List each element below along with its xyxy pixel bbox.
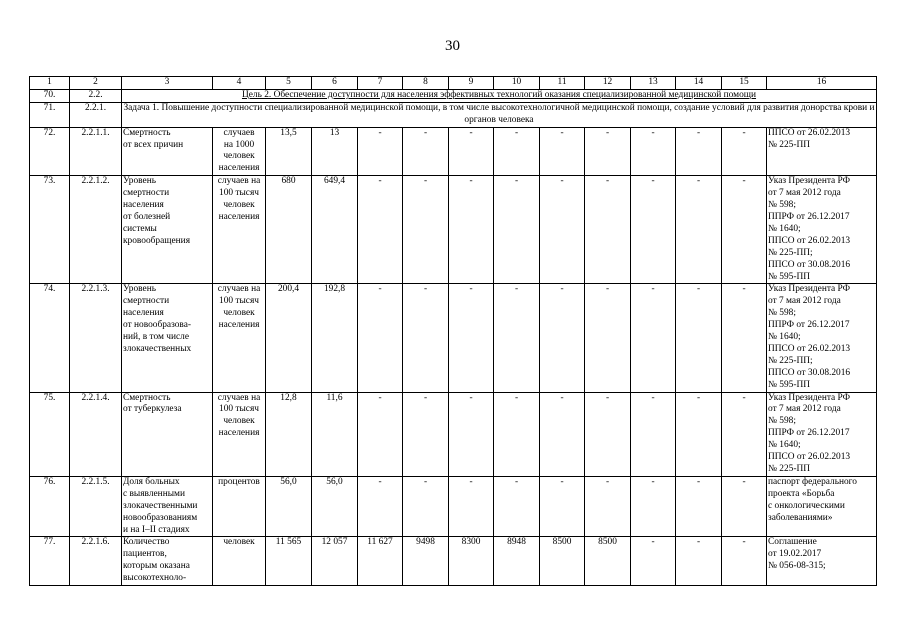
value-cell: 200,4 xyxy=(266,284,312,392)
unit-of-measure: процентов xyxy=(213,476,266,537)
row-number: 73. xyxy=(30,176,70,284)
legal-source: Указ Президента РФ от 7 мая 2012 года № 598; ППРФ от 26.12.2017 № 1640; ППСО от 26.02.2013 № 225-ПП; ППСО от 30.08.2016 № 595-ПП xyxy=(767,284,877,392)
value-cell: - xyxy=(494,476,540,537)
value-cell: - xyxy=(403,176,449,284)
unit-of-measure: случаев на 1000 человек населения xyxy=(213,127,266,176)
value-cell: - xyxy=(676,284,722,392)
legal-source: Указ Президента РФ от 7 мая 2012 года № 598; ППРФ от 26.12.2017 № 1640; ППСО от 26.02.2013 № 225-ПП; ППСО от 30.08.2016 № 595-ПП xyxy=(767,176,877,284)
value-cell: - xyxy=(585,392,631,476)
value-cell: 8500 xyxy=(540,537,585,586)
value-cell: - xyxy=(676,392,722,476)
row-code: 2.2.1.4. xyxy=(70,392,122,476)
value-cell: 680 xyxy=(266,176,312,284)
row-code: 2.2.1.2. xyxy=(70,176,122,284)
row-number: 76. xyxy=(30,476,70,537)
row-code: 2.2. xyxy=(70,89,122,102)
legal-source: ППСО от 26.02.2013 № 225-ПП xyxy=(767,127,877,176)
legal-source: Указ Президента РФ от 7 мая 2012 года № 598; ППРФ от 26.12.2017 № 1640; ППСО от 26.02.2013 № 225-ПП xyxy=(767,392,877,476)
table-row xyxy=(30,176,877,284)
value-cell: - xyxy=(358,476,403,537)
task-row xyxy=(30,102,877,127)
row-number: 72. xyxy=(30,127,70,176)
value-cell: 11,6 xyxy=(312,392,358,476)
value-cell: - xyxy=(358,127,403,176)
table-row xyxy=(30,476,877,537)
column-header: 3 xyxy=(122,77,213,90)
indicator-name: Уровень смертности населения от болезней системы кровообращения xyxy=(122,176,213,284)
value-cell: - xyxy=(676,476,722,537)
unit-of-measure: случаев на 100 тысяч человек населения xyxy=(213,176,266,284)
unit-of-measure: случаев на 100 тысяч человек населения xyxy=(213,392,266,476)
value-cell: - xyxy=(585,284,631,392)
value-cell: - xyxy=(722,476,767,537)
column-header-row xyxy=(30,77,877,90)
row-code: 2.2.1.3. xyxy=(70,284,122,392)
value-cell: - xyxy=(722,392,767,476)
value-cell: - xyxy=(631,176,676,284)
value-cell: 12 057 xyxy=(312,537,358,586)
value-cell: 13 xyxy=(312,127,358,176)
value-cell: - xyxy=(494,392,540,476)
value-cell: - xyxy=(722,176,767,284)
value-cell: - xyxy=(540,284,585,392)
goal-row xyxy=(30,89,877,102)
indicator-name: Количество пациентов, которым оказана высокотехноло- xyxy=(122,537,213,586)
column-header: 2 xyxy=(70,77,122,90)
value-cell: - xyxy=(358,284,403,392)
value-cell: 8948 xyxy=(494,537,540,586)
column-header: 9 xyxy=(449,77,494,90)
value-cell: - xyxy=(403,127,449,176)
indicator-name: Смертность от всех причин xyxy=(122,127,213,176)
value-cell: - xyxy=(358,392,403,476)
legal-source: Соглашение от 19.02.2017 № 056-08-315; xyxy=(767,537,877,586)
row-number: 70. xyxy=(30,89,70,102)
task-title: Задача 1. Повышение доступности специализированной медицинской помощи, в том числе высокотехнологичной медицинской помощи, создание условий для развития донорства крови и органов человека xyxy=(122,102,877,127)
column-header: 1 xyxy=(30,77,70,90)
value-cell: - xyxy=(631,476,676,537)
value-cell: 649,4 xyxy=(312,176,358,284)
value-cell: 11 565 xyxy=(266,537,312,586)
value-cell: - xyxy=(722,284,767,392)
value-cell: - xyxy=(631,537,676,586)
column-header: 4 xyxy=(213,77,266,90)
value-cell: 56,0 xyxy=(266,476,312,537)
indicator-name: Смертность от туберкулеза xyxy=(122,392,213,476)
value-cell: - xyxy=(676,537,722,586)
value-cell: - xyxy=(585,476,631,537)
row-code: 2.2.1.5. xyxy=(70,476,122,537)
value-cell: 12,8 xyxy=(266,392,312,476)
indicator-name: Уровень смертности населения от новообразова- ний, в том числе злокачественных xyxy=(122,284,213,392)
value-cell: - xyxy=(540,127,585,176)
value-cell: - xyxy=(449,127,494,176)
column-header: 11 xyxy=(540,77,585,90)
row-number: 75. xyxy=(30,392,70,476)
table-row xyxy=(30,127,877,176)
row-number: 71. xyxy=(30,102,70,127)
value-cell: - xyxy=(631,392,676,476)
value-cell: - xyxy=(403,284,449,392)
row-code: 2.2.1.6. xyxy=(70,537,122,586)
value-cell: 8300 xyxy=(449,537,494,586)
value-cell: - xyxy=(403,476,449,537)
table-row xyxy=(30,392,877,476)
value-cell: - xyxy=(540,476,585,537)
value-cell: - xyxy=(494,127,540,176)
value-cell: - xyxy=(722,127,767,176)
value-cell: - xyxy=(449,392,494,476)
value-cell: 11 627 xyxy=(358,537,403,586)
indicator-name: Доля больных с выявленными злокачественными новообразованиям и на I–II стадиях xyxy=(122,476,213,537)
column-header: 13 xyxy=(631,77,676,90)
unit-of-measure: случаев на 100 тысяч человек населения xyxy=(213,284,266,392)
column-header: 6 xyxy=(312,77,358,90)
page-number: 30 xyxy=(445,38,460,54)
value-cell: - xyxy=(676,176,722,284)
column-header: 12 xyxy=(585,77,631,90)
value-cell: - xyxy=(585,127,631,176)
value-cell: - xyxy=(449,284,494,392)
column-header: 7 xyxy=(358,77,403,90)
value-cell: - xyxy=(540,176,585,284)
row-number: 74. xyxy=(30,284,70,392)
legal-source: паспорт федерального проекта «Борьба с онкологическими заболеваниями» xyxy=(767,476,877,537)
column-header: 10 xyxy=(494,77,540,90)
value-cell: - xyxy=(540,392,585,476)
column-header: 5 xyxy=(266,77,312,90)
value-cell: - xyxy=(631,284,676,392)
value-cell: 9498 xyxy=(403,537,449,586)
value-cell: - xyxy=(494,284,540,392)
row-code: 2.2.1.1. xyxy=(70,127,122,176)
column-header: 15 xyxy=(722,77,767,90)
column-header: 16 xyxy=(767,77,877,90)
value-cell: - xyxy=(585,176,631,284)
row-code: 2.2.1. xyxy=(70,102,122,127)
indicators-table xyxy=(29,76,877,586)
unit-of-measure: человек xyxy=(213,537,266,586)
value-cell: 192,8 xyxy=(312,284,358,392)
goal-title: Цель 2. Обеспечение доступности для населения эффективных технологий оказания специализированной медицинской помощи xyxy=(122,89,877,102)
value-cell: - xyxy=(676,127,722,176)
value-cell: - xyxy=(358,176,403,284)
column-header: 8 xyxy=(403,77,449,90)
table-row xyxy=(30,537,877,586)
value-cell: - xyxy=(449,176,494,284)
value-cell: - xyxy=(631,127,676,176)
table-row xyxy=(30,284,877,392)
value-cell: 56,0 xyxy=(312,476,358,537)
value-cell: - xyxy=(403,392,449,476)
value-cell: - xyxy=(449,476,494,537)
value-cell: 8500 xyxy=(585,537,631,586)
value-cell: 13,5 xyxy=(266,127,312,176)
value-cell: - xyxy=(494,176,540,284)
value-cell: - xyxy=(722,537,767,586)
column-header: 14 xyxy=(676,77,722,90)
row-number: 77. xyxy=(30,537,70,586)
